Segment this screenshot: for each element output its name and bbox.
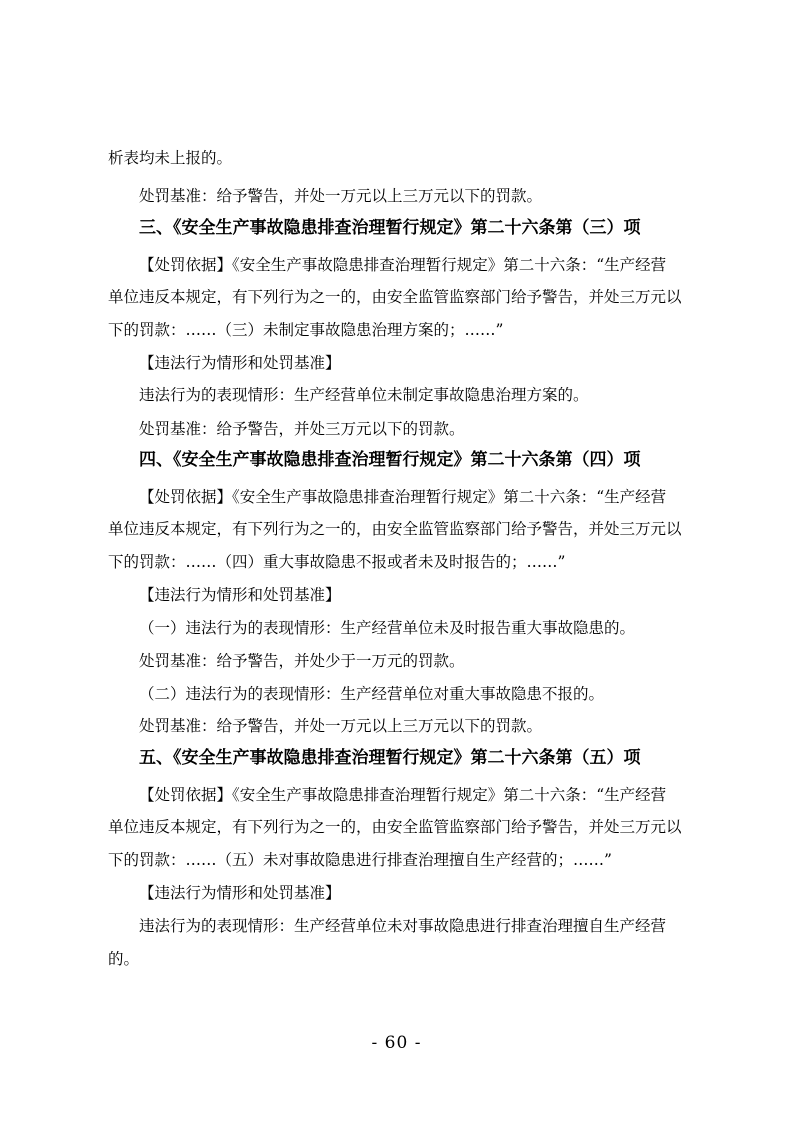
penalty-basis-line: 【处罚依据】《安全生产事故隐患排查治理暂行规定》第二十六条：“生产经营: [139, 488, 667, 506]
body-line: 下的罚款：……（四）重大事故隐患不报或者未及时报告的；……”: [108, 553, 566, 571]
page-number: - 60 -: [371, 1033, 422, 1053]
body-line: 下的罚款：……（三）未制定事故隐患治理方案的；……”: [108, 321, 504, 339]
body-line: 析表均未上报的。: [108, 149, 233, 167]
violation-circumstance-heading: 【违法行为情形和处罚基准】: [139, 586, 341, 604]
section-heading-4: 四、《安全生产事故隐患排查治理暂行规定》第二十六条第（四）项: [139, 450, 641, 470]
section-heading-5: 五、《安全生产事故隐患排查治理暂行规定》第二十六条第（五）项: [139, 748, 641, 768]
violation-description-line: 违法行为的表现情形：生产经营单位未对事故隐患进行排查治理擅自生产经营: [139, 917, 667, 935]
penalty-basis-line: 【处罚依据】《安全生产事故隐患排查治理暂行规定》第二十六条：“生产经营: [139, 256, 667, 274]
section-heading-3: 三、《安全生产事故隐患排查治理暂行规定》第二十六条第（三）项: [139, 218, 641, 238]
penalty-basis-line: 【处罚依据】《安全生产事故隐患排查治理暂行规定》第二十六条：“生产经营: [139, 786, 667, 804]
body-line: 下的罚款：……（五）未对事故隐患进行排查治理擅自生产经营的；……”: [108, 851, 612, 869]
body-line: 单位违反本规定，有下列行为之一的，由安全监管监察部门给予警告，并处三万元以: [108, 520, 682, 538]
penalty-standard-line: 处罚基准：给予警告，并处一万元以上三万元以下的罚款。: [139, 717, 543, 735]
violation-description-line: （一）违法行为的表现情形：生产经营单位未及时报告重大事故隐患的。: [139, 619, 636, 637]
penalty-standard-line: 处罚基准：给予警告，并处三万元以下的罚款。: [139, 420, 465, 438]
violation-description-line: （二）违法行为的表现情形：生产经营单位对重大事故隐患不报的。: [139, 685, 605, 703]
violation-circumstance-heading: 【违法行为情形和处罚基准】: [139, 884, 341, 902]
penalty-standard-line: 处罚基准：给予警告，并处少于一万元的罚款。: [139, 652, 465, 670]
body-line: 的。: [108, 950, 140, 968]
body-line: 单位违反本规定，有下列行为之一的，由安全监管监察部门给予警告，并处三万元以: [108, 818, 682, 836]
penalty-standard-line: 处罚基准：给予警告，并处一万元以上三万元以下的罚款。: [139, 187, 543, 205]
violation-description-line: 违法行为的表现情形：生产经营单位未制定事故隐患治理方案的。: [139, 386, 589, 404]
body-line: 单位违反本规定，有下列行为之一的，由安全监管监察部门给予警告，并处三万元以: [108, 288, 682, 306]
violation-circumstance-heading: 【违法行为情形和处罚基准】: [139, 354, 341, 372]
